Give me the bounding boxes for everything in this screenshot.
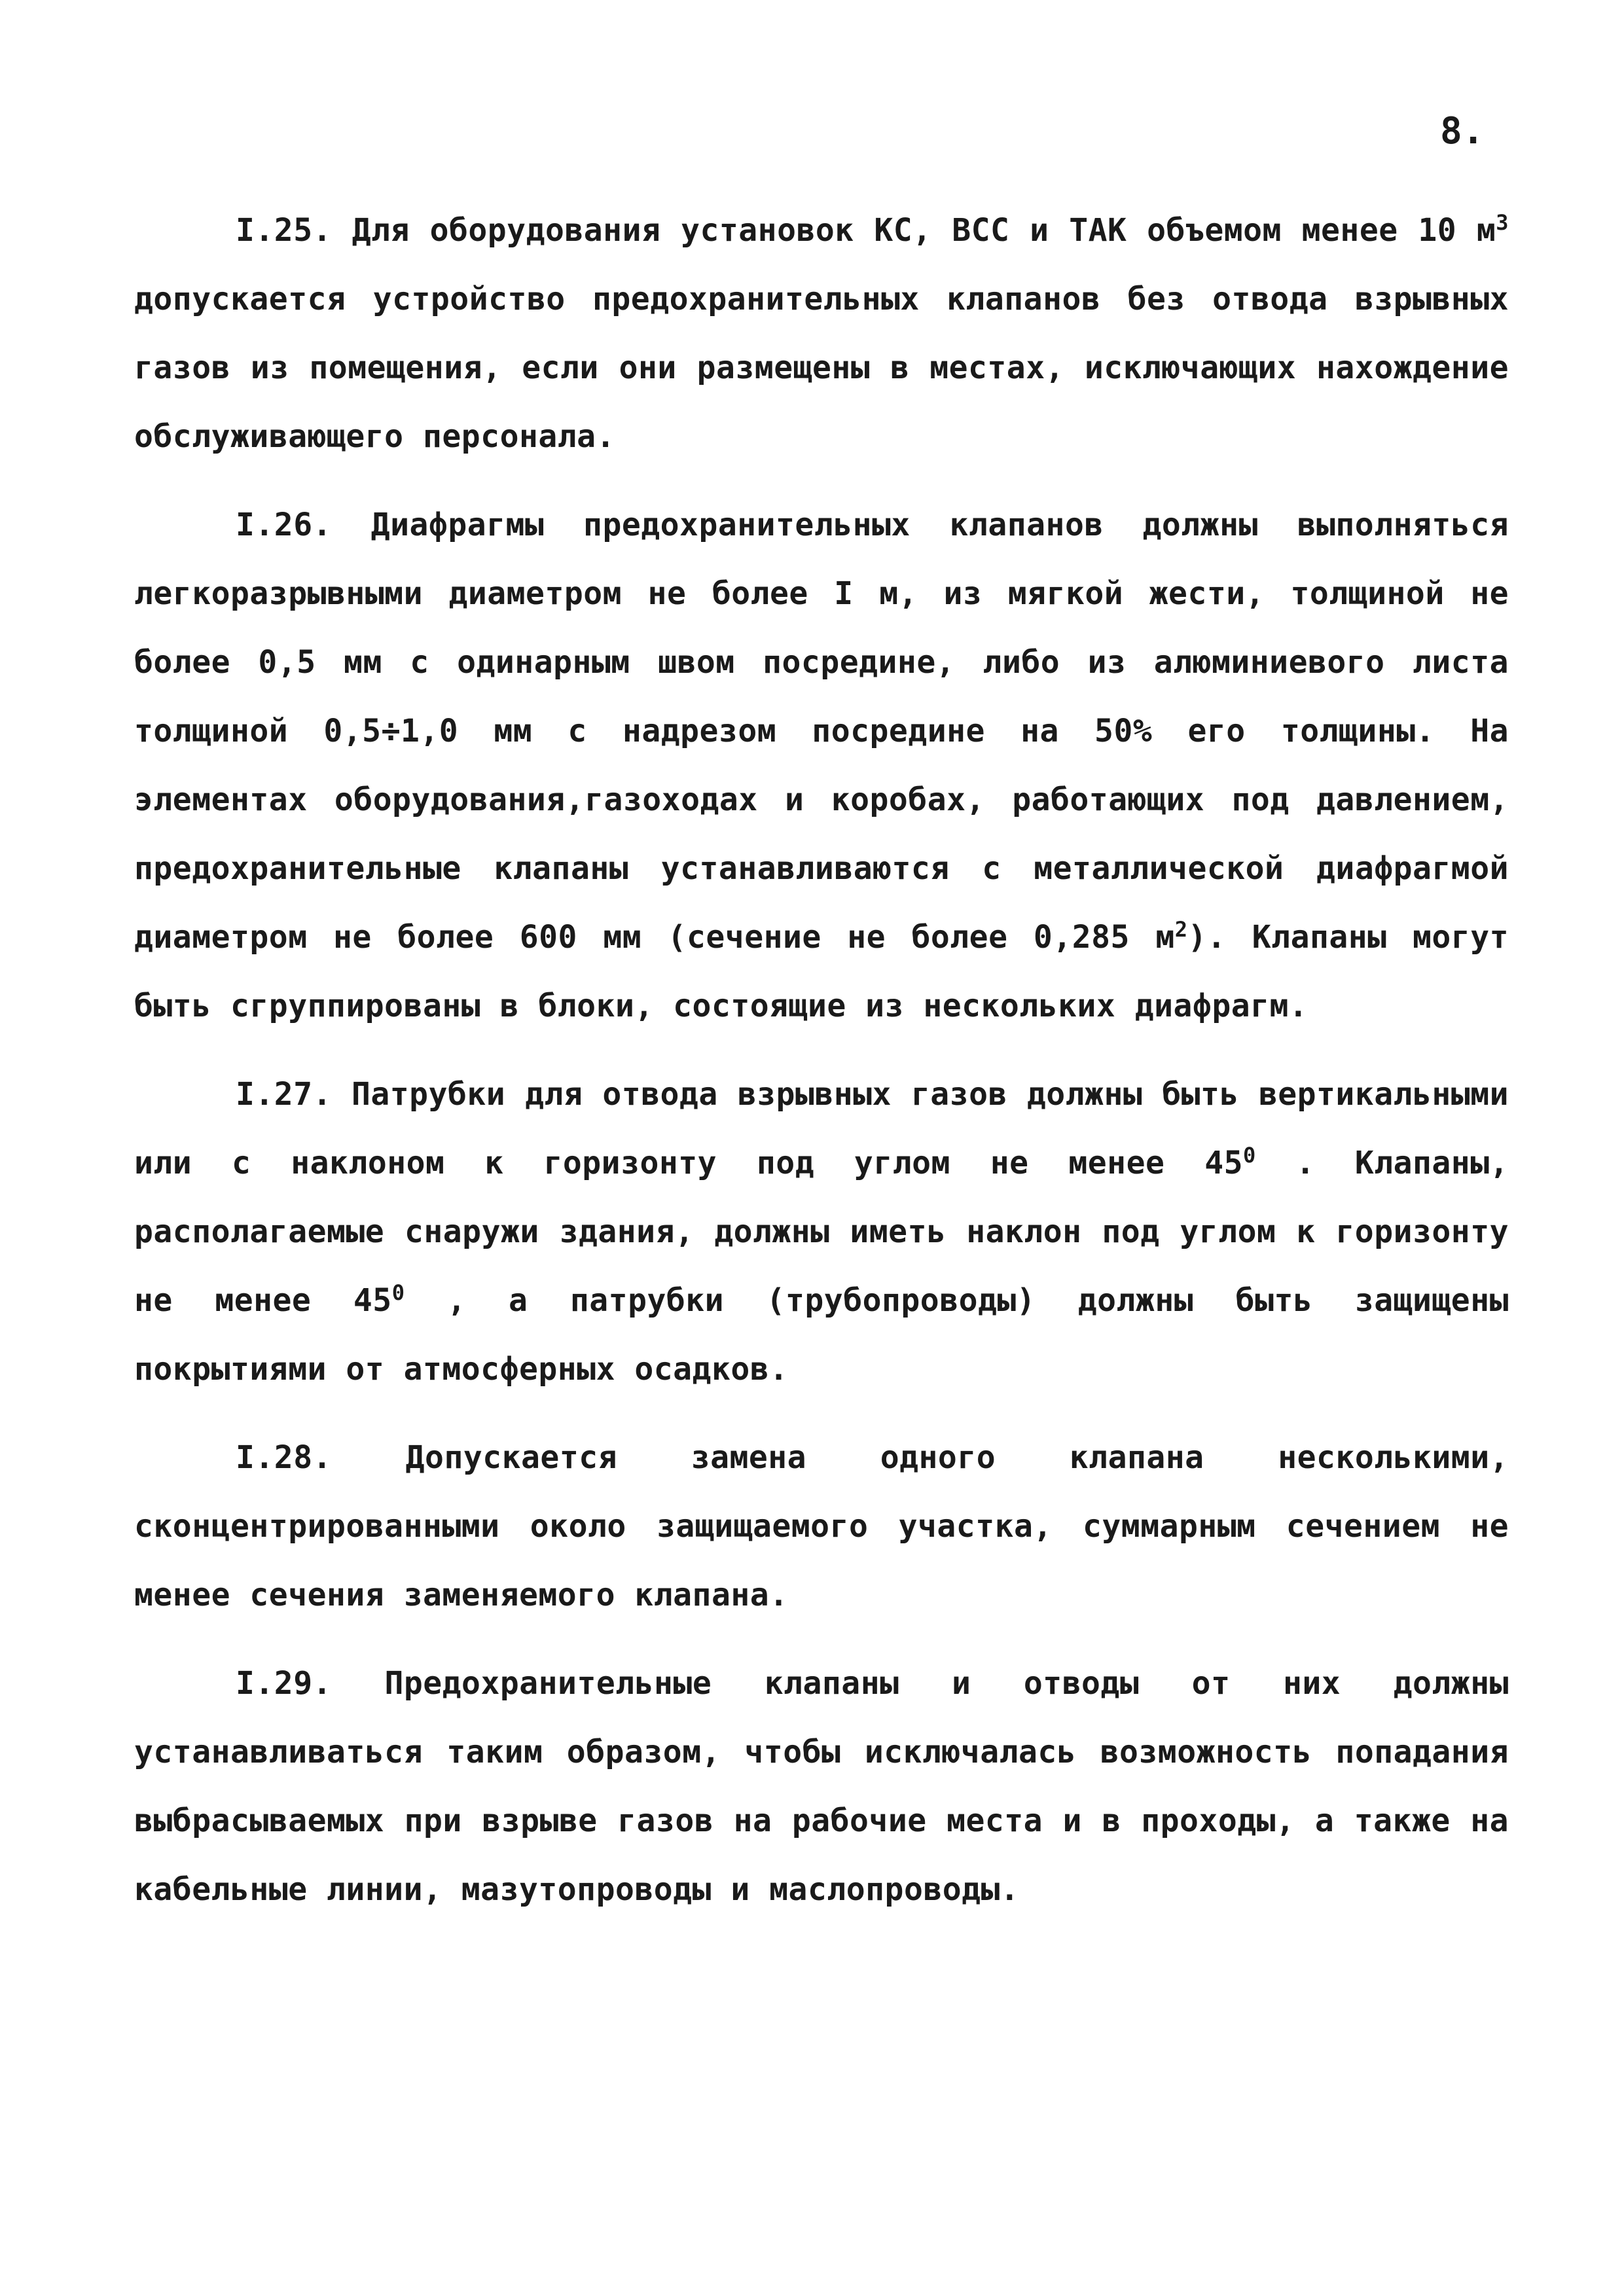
- paragraph-text: допускается устройство предохранительных клапанов без отвода взрывных газов из помещения, если они размещены в местах, исключающих нахождение обслуживающего персонала.: [134, 281, 1509, 455]
- paragraph-1-27: [134, 1060, 1509, 1404]
- paragraph-text: I.25. Для оборудования установок КС, ВСС и ТАК объемом менее 10 м: [236, 212, 1496, 249]
- document-body: [134, 196, 1509, 1944]
- paragraph-1-29: [134, 1649, 1509, 1924]
- paragraph-1-26: [134, 491, 1509, 1041]
- superscript: 0: [391, 1280, 405, 1305]
- paragraph-text: I.29. Предохранительные клапаны и отводы от них должны устанавливаться таким образом, чтобы исключалась возможность попадания выбрасываемых при взрыве газов на рабочие места и в проходы, а также на кабельные линии, мазутопроводы и маслопроводы.: [134, 1665, 1509, 1908]
- page-number: 8.: [1440, 110, 1485, 152]
- paragraph-text: . Клапаны, располагаемые снаружи здания, должны иметь наклон под углом к горизонту не менее 45: [134, 1145, 1509, 1319]
- paragraph-text: I.27. Патрубки для отвода взрывных газов должны быть вертикальными или с наклоном к горизонту под углом не менее 45: [134, 1076, 1509, 1181]
- paragraph-1-25: [134, 196, 1509, 471]
- paragraph-text: I.26. Диафрагмы предохранительных клапанов должны выполняться легкоразрывными диаметром не более I м, из мягкой жести, толщиной не более 0,5 мм с одинарным швом посредине, либо из алюминиевого листа толщиной 0,5÷1,0 мм с надрезом посредине на 50% его толщины. На элементах оборудования,газоходах и коробах, работающих под давлением, предохранительные клапаны устанавливаются с металлической диафрагмой диаметром не более 600 мм (сечение не более 0,285 м: [134, 507, 1509, 956]
- paragraph-text: , а патрубки (трубопроводы) должны быть защищены покрытиями от атмосферных осадков.: [134, 1282, 1509, 1388]
- paragraph-text: I.28. Допускается замена одного клапана несколькими, сконцентрированными около защищаемого участка, суммарным сечением не менее сечения заменяемого клапана.: [134, 1439, 1509, 1613]
- superscript: 2: [1174, 917, 1188, 942]
- paragraph-text: ). Клапаны могут быть сгруппированы в блоки, состоящие из нескольких диафрагм.: [134, 919, 1509, 1024]
- superscript: 0: [1243, 1143, 1256, 1168]
- superscript: 3: [1496, 210, 1509, 235]
- paragraph-1-28: [134, 1424, 1509, 1630]
